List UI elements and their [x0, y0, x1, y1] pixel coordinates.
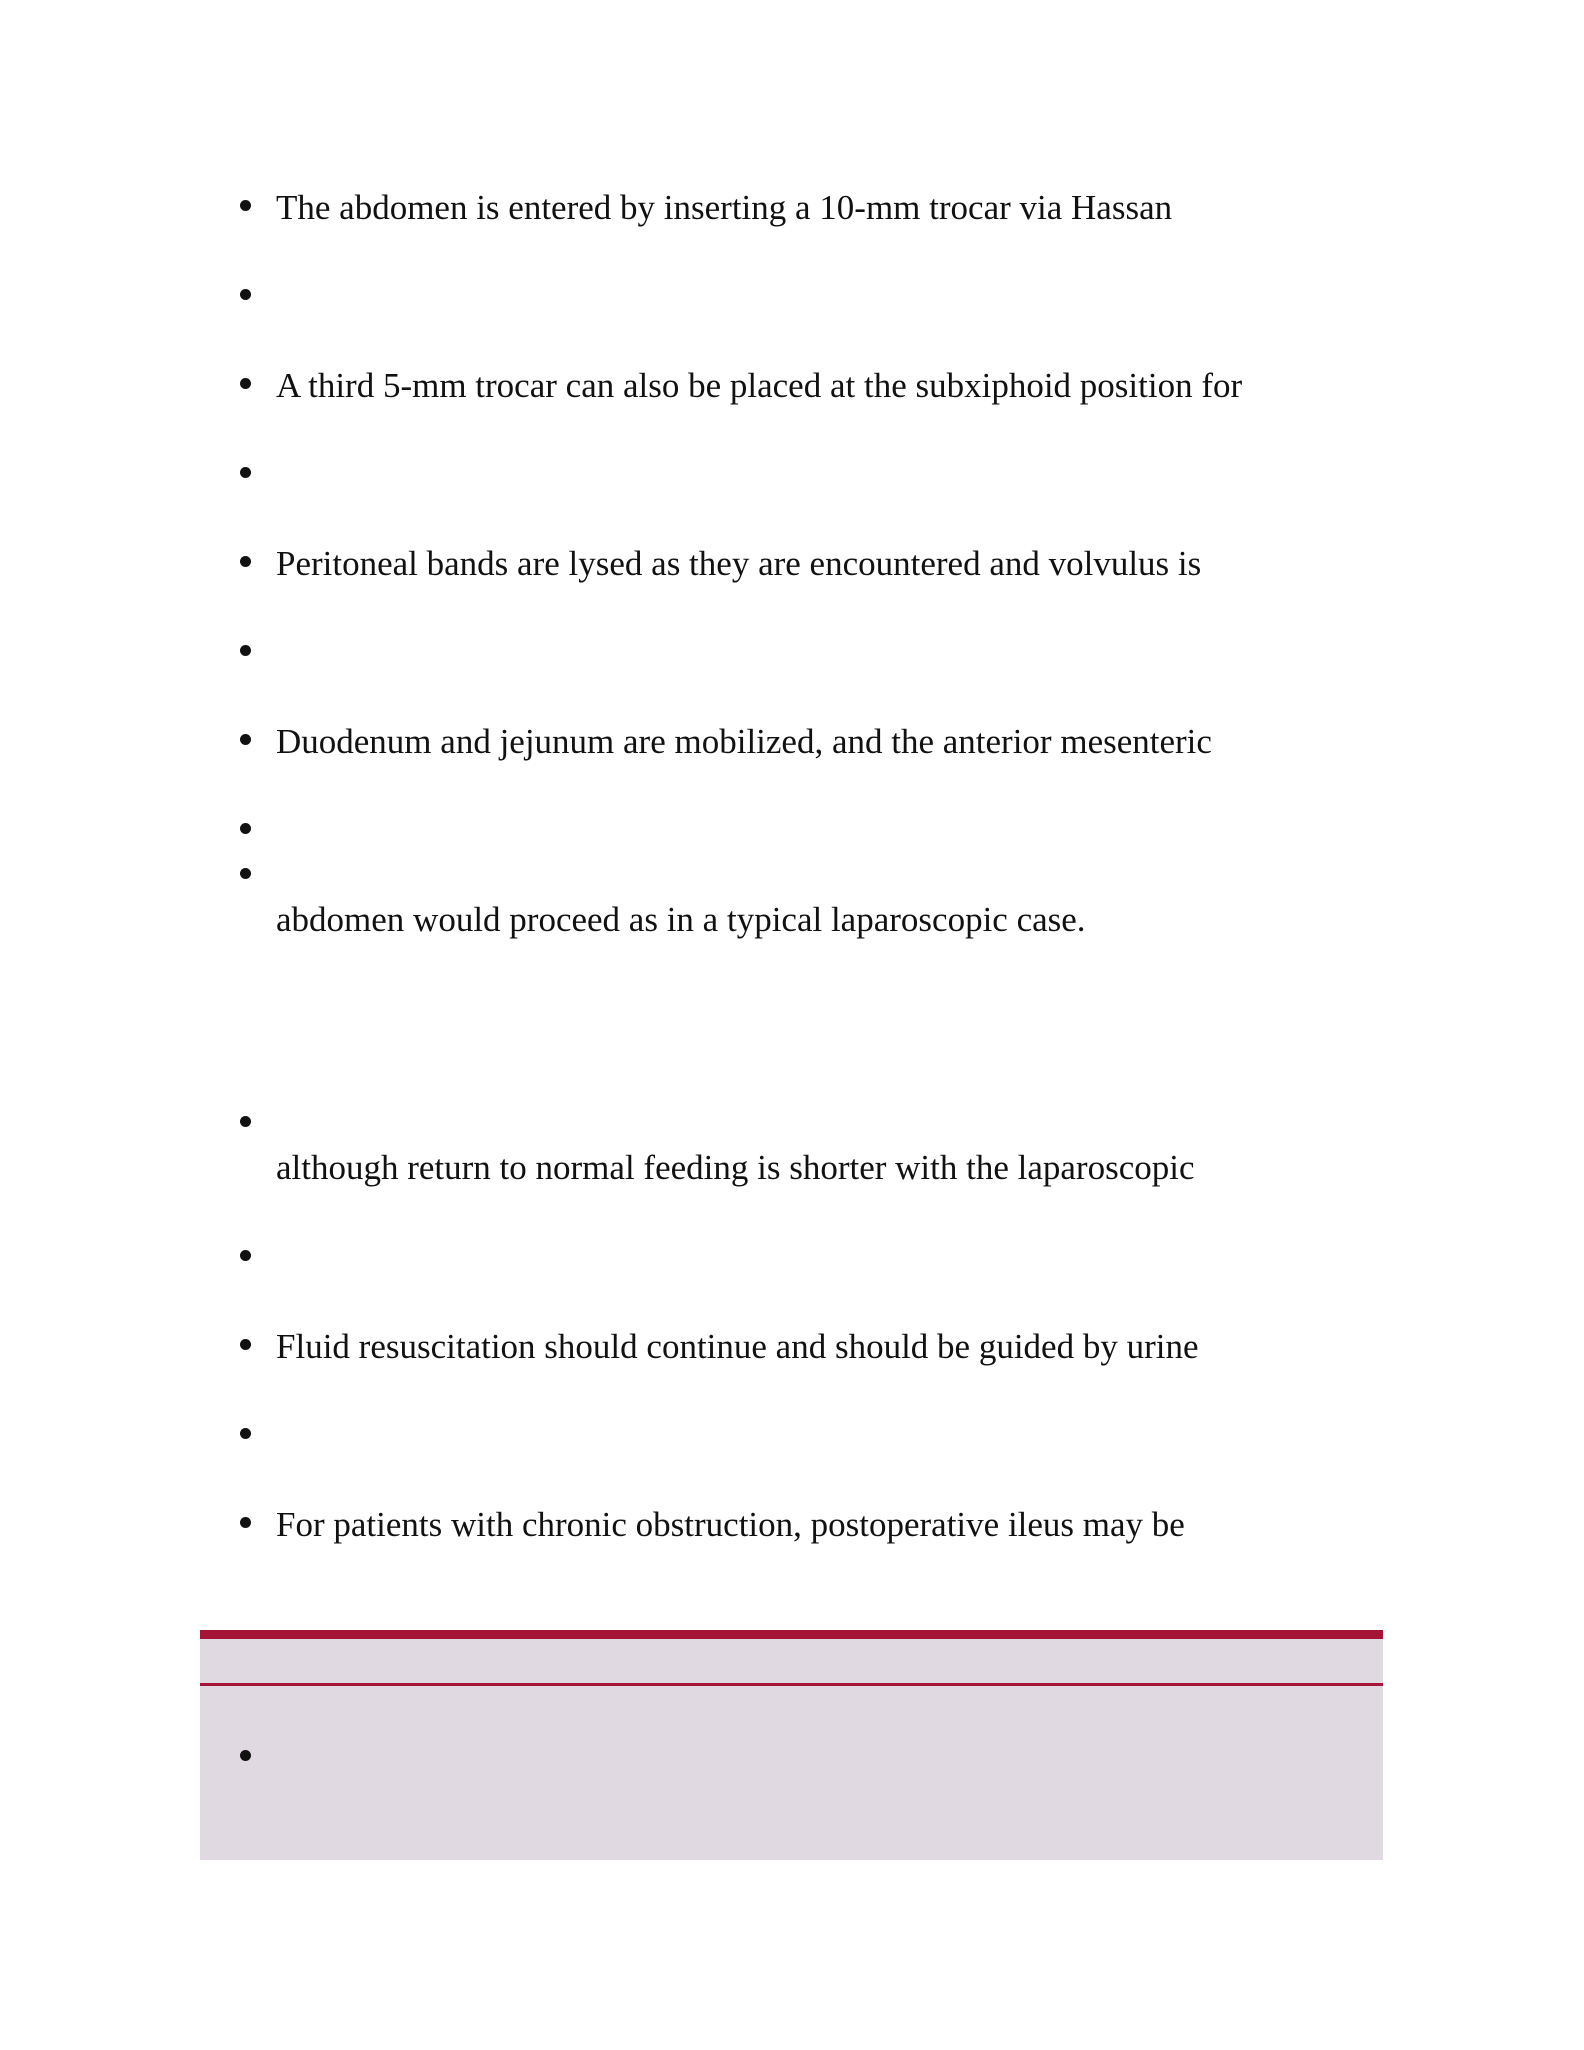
- list-item: [240, 366, 1390, 406]
- list-item: [240, 277, 1390, 317]
- list-item: [240, 1104, 1390, 1144]
- bullet-icon: [240, 868, 251, 879]
- list-item: [240, 856, 1390, 896]
- bullet-icon: [240, 823, 251, 834]
- callout-top-rule: [200, 1630, 1383, 1639]
- bullet-icon: [240, 289, 251, 300]
- list-item-continuation: abdomen would proceed as in a typical laparoscopic case.: [276, 900, 1086, 939]
- bullet-icon: [240, 1339, 251, 1350]
- bullet-icon: [240, 556, 251, 567]
- bullet-icon: [240, 1750, 251, 1761]
- list-item: [240, 188, 1390, 228]
- list-item-text: For patients with chronic obstruction, postoperative ileus may be: [276, 1505, 1185, 1544]
- bullet-icon: [240, 1250, 251, 1261]
- bullet-icon: [240, 1428, 251, 1439]
- list-item-text: The abdomen is entered by inserting a 10-mm trocar via Hassan: [276, 188, 1173, 227]
- list-item-continuation: although return to normal feeding is shorter with the laparoscopic: [276, 1148, 1195, 1187]
- list-item: [240, 1238, 1390, 1278]
- list-item: [240, 1416, 1390, 1456]
- bullet-icon: [240, 1116, 251, 1127]
- list-item: [240, 1327, 1390, 1367]
- list-item: [240, 455, 1390, 495]
- bullet-icon: [240, 1517, 251, 1528]
- callout-divider: [200, 1683, 1383, 1686]
- list-item: [240, 722, 1390, 762]
- bullet-icon: [240, 734, 251, 745]
- list-item: [240, 633, 1390, 673]
- bullet-icon: [240, 378, 251, 389]
- list-item-text: Fluid resuscitation should continue and should be guided by urine: [276, 1327, 1199, 1366]
- callout-box: [200, 1630, 1383, 1860]
- list-item-text: Duodenum and jejunum are mobilized, and the anterior mesenteric: [276, 722, 1212, 761]
- bullet-icon: [240, 645, 251, 656]
- bullet-icon: [240, 467, 251, 478]
- list-item: [240, 544, 1390, 584]
- callout-list-item: [240, 1738, 1390, 1778]
- list-item-text: A third 5-mm trocar can also be placed at the subxiphoid position for: [276, 366, 1243, 405]
- list-item-text: Peritoneal bands are lysed as they are encountered and volvulus is: [276, 544, 1202, 583]
- bullet-icon: [240, 200, 251, 211]
- list-item: [240, 811, 1390, 851]
- list-item: [240, 1505, 1390, 1545]
